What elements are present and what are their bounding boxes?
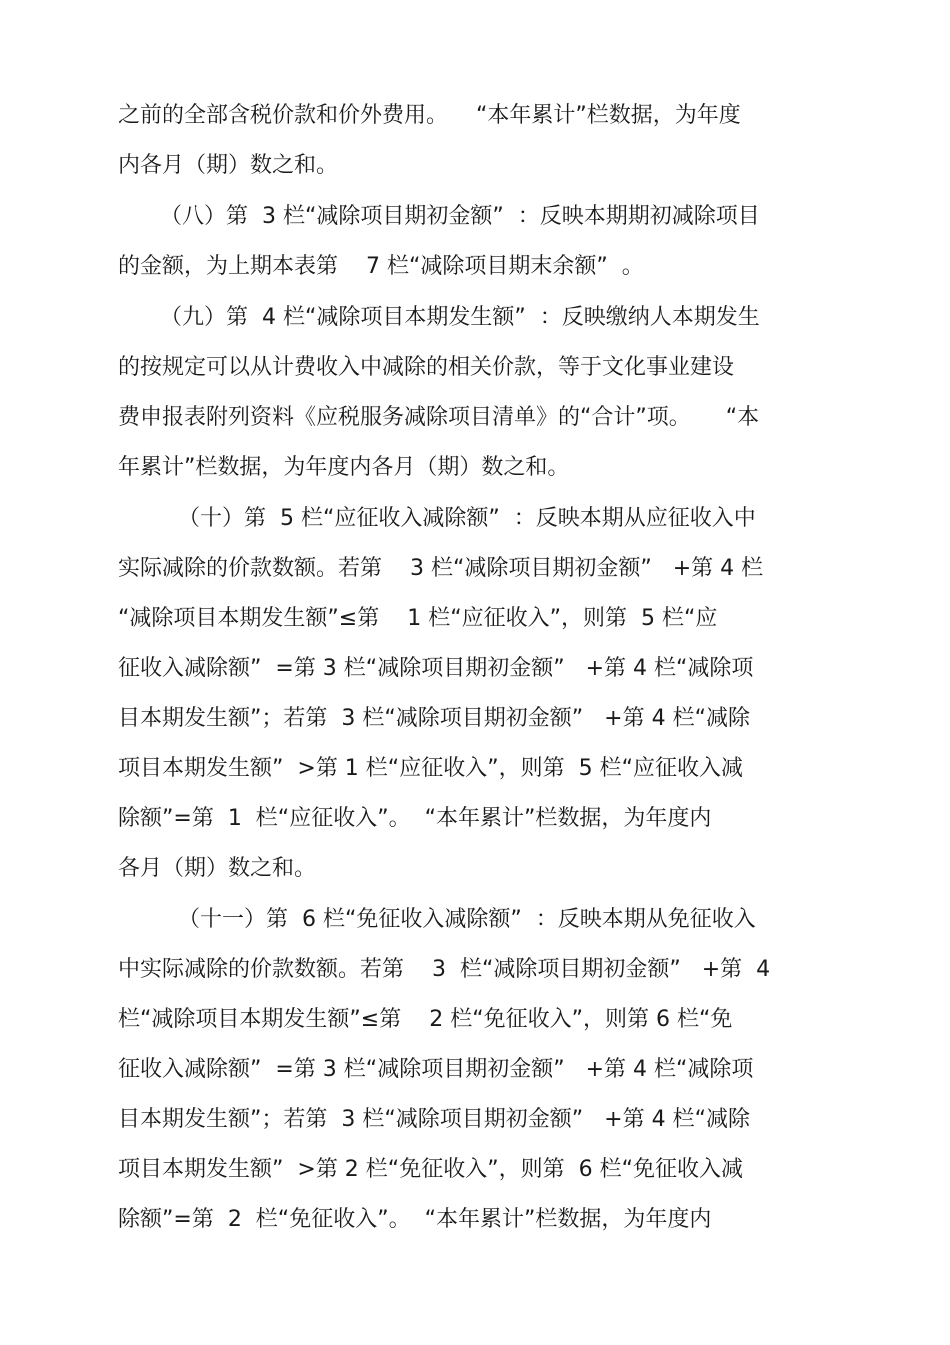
text-line: 征收入减除额” =第 3 栏“减除项目期初金额” +第 4 栏“减除项 [118,1057,754,1082]
paragraph-8-start: （八）第 3 栏“减除项目期初金额” ：反映本期期初减除项目 [160,204,760,229]
text-line: 目本期发生额”；若第 3 栏“减除项目期初金额” +第 4 栏“减除 [118,706,750,731]
paragraph-9-start: （九）第 4 栏“减除项目本期发生额” ：反映缴纳人本期发生 [160,305,760,330]
text-line: 年累计”栏数据，为年度内各月（期）数之和。 [118,455,570,480]
text-line: 之前的全部含税价款和价外费用。 “本年累计”栏数据，为年度 [118,103,741,128]
text-line: 实际减除的价款数额。若第 3 栏“减除项目期初金额” +第 4 栏 [118,556,764,581]
text-line: 项目本期发生额” >第 2 栏“免征收入”，则第 6 栏“免征收入减 [118,1157,743,1182]
text-line: 征收入减除额” =第 3 栏“减除项目期初金额” +第 4 栏“减除项 [118,656,754,681]
paragraph-11-start: （十一）第 6 栏“免征收入减除额” ：反映本期从免征收入 [178,907,756,932]
text-line: 项目本期发生额” >第 1 栏“应征收入”，则第 5 栏“应征收入减 [118,756,743,781]
text-line: 费申报表附列资料《应税服务减除项目清单》的“合计”项。 “本 [118,405,760,430]
text-line: 内各月（期）数之和。 [118,153,339,178]
text-line: “减除项目本期发生额”≤第 1 栏“应征收入”，则第 5 栏“应 [118,606,718,631]
text-line: 目本期发生额”；若第 3 栏“减除项目期初金额” +第 4 栏“减除 [118,1107,750,1132]
text-line: 的金额，为上期本表第 7 栏“减除项目期末余额” 。 [118,254,644,279]
text-line: 除额”=第 2 栏“免征收入”。 “本年累计”栏数据，为年度内 [118,1207,712,1232]
text-line: 的按规定可以从计费收入中减除的相关价款，等于文化事业建设 [118,355,735,380]
text-line: 除额”=第 1 栏“应征收入”。 “本年累计”栏数据，为年度内 [118,806,712,831]
text-line: 中实际减除的价款数额。若第 3 栏“减除项目期初金额” +第 4 [118,957,771,982]
paragraph-10-start: （十）第 5 栏“应征收入减除额” ：反映本期从应征收入中 [178,506,756,531]
text-line: 各月（期）数之和。 [118,856,317,881]
text-line: 栏“减除项目本期发生额”≤第 2 栏“免征收入”，则第 6 栏“免 [118,1007,733,1032]
